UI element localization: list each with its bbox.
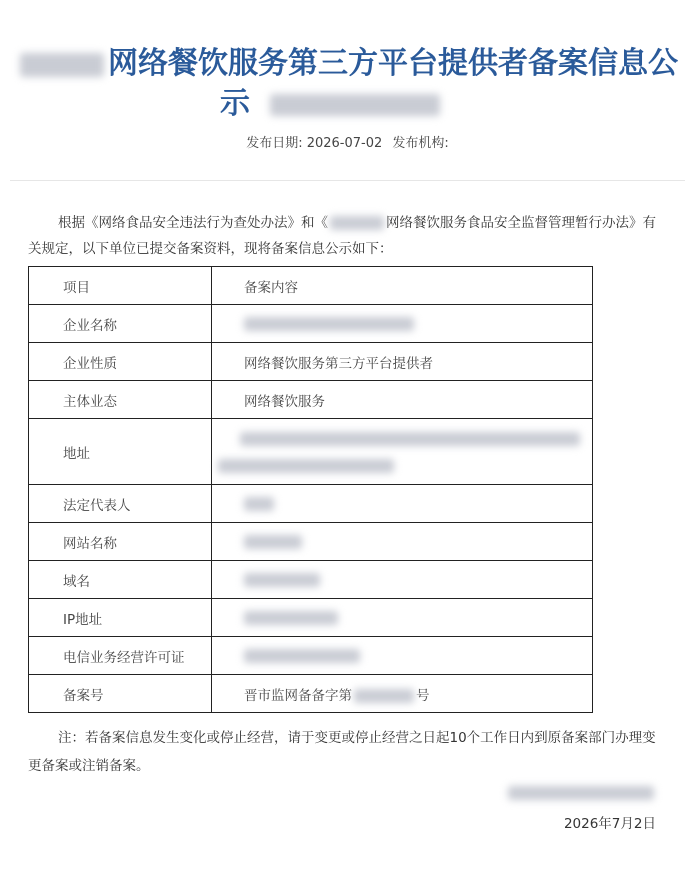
row-value-redacted [212, 599, 593, 637]
redacted-filing-number [354, 689, 414, 703]
table-row [29, 343, 593, 381]
column-header-item: 项目 [29, 267, 212, 305]
publish-meta [0, 132, 695, 151]
page-title [20, 44, 678, 124]
row-value-redacted [212, 419, 593, 485]
table-row [29, 485, 593, 523]
table-row [29, 637, 593, 675]
publisher-label: 发布机构: [392, 136, 449, 151]
footer-date: 2026年7月2日 [563, 816, 656, 832]
intro-paragraph [28, 210, 660, 262]
redacted-ip-address [244, 611, 338, 625]
row-value-redacted [212, 561, 593, 599]
redacted-domain [244, 573, 320, 587]
footnote: 注：若备案信息发生变化或停止经营，请于变更或停止经营之日起10个工作日内到原备案部门办理变更备案或注销备案。 [28, 730, 656, 774]
title-line-1 [20, 44, 678, 84]
redacted-issuing-authority [508, 786, 654, 800]
redacted-legal-representative [244, 497, 274, 511]
redacted-address-line-1 [240, 432, 580, 446]
row-key: 企业名称 [29, 305, 212, 343]
table-row [29, 561, 593, 599]
intro-text-2: 网络餐饮服务食品安全监督管理暂行办法》有关规定，以下单位已提交备案资料，现将备案信息公示如下： [28, 215, 656, 257]
header-divider [10, 180, 685, 181]
filing-number-prefix: 晋市监网备备字第 [244, 687, 352, 704]
redacted-license-number [244, 649, 360, 663]
table-header-row [29, 267, 593, 305]
title-tail-text: 示 [220, 86, 250, 121]
row-key: 域名 [29, 561, 212, 599]
row-key: 地址 [29, 419, 212, 485]
table-row [29, 523, 593, 561]
redacted-website-name [244, 535, 302, 549]
row-key: 主体业态 [29, 381, 212, 419]
filing-number-suffix: 号 [416, 687, 430, 704]
redacted-region-name [20, 53, 104, 77]
row-value-filing-number [212, 675, 593, 713]
redacted-company-name [270, 94, 440, 116]
row-value-redacted [212, 305, 593, 343]
publish-date-label: 发布日期: [246, 136, 303, 151]
row-key: 网站名称 [29, 523, 212, 561]
table-row [29, 419, 593, 485]
intro-text-1: 根据《网络食品安全违法行为查处办法》和《 [58, 215, 328, 231]
table-row [29, 381, 593, 419]
publish-date: 2026-07-02 [306, 136, 383, 151]
row-value-redacted [212, 637, 593, 675]
row-value: 网络餐饮服务第三方平台提供者 [212, 343, 593, 381]
column-header-content: 备案内容 [212, 267, 593, 305]
redacted-company-name-value [244, 317, 414, 331]
title-main-text: 网络餐饮服务第三方平台提供者备案信息公 [108, 46, 678, 81]
table-row [29, 675, 593, 713]
row-key: IP地址 [29, 599, 212, 637]
row-value-redacted [212, 523, 593, 561]
redacted-region-name-intro [330, 216, 384, 230]
row-key: 备案号 [29, 675, 212, 713]
row-value-redacted [212, 485, 593, 523]
title-line-2 [220, 84, 670, 124]
table-row [29, 599, 593, 637]
row-value: 网络餐饮服务 [212, 381, 593, 419]
table-row [29, 305, 593, 343]
redacted-address-line-2 [218, 459, 394, 473]
filing-info-table [28, 266, 593, 713]
row-key: 电信业务经营许可证 [29, 637, 212, 675]
row-key: 企业性质 [29, 343, 212, 381]
row-key: 法定代表人 [29, 485, 212, 523]
